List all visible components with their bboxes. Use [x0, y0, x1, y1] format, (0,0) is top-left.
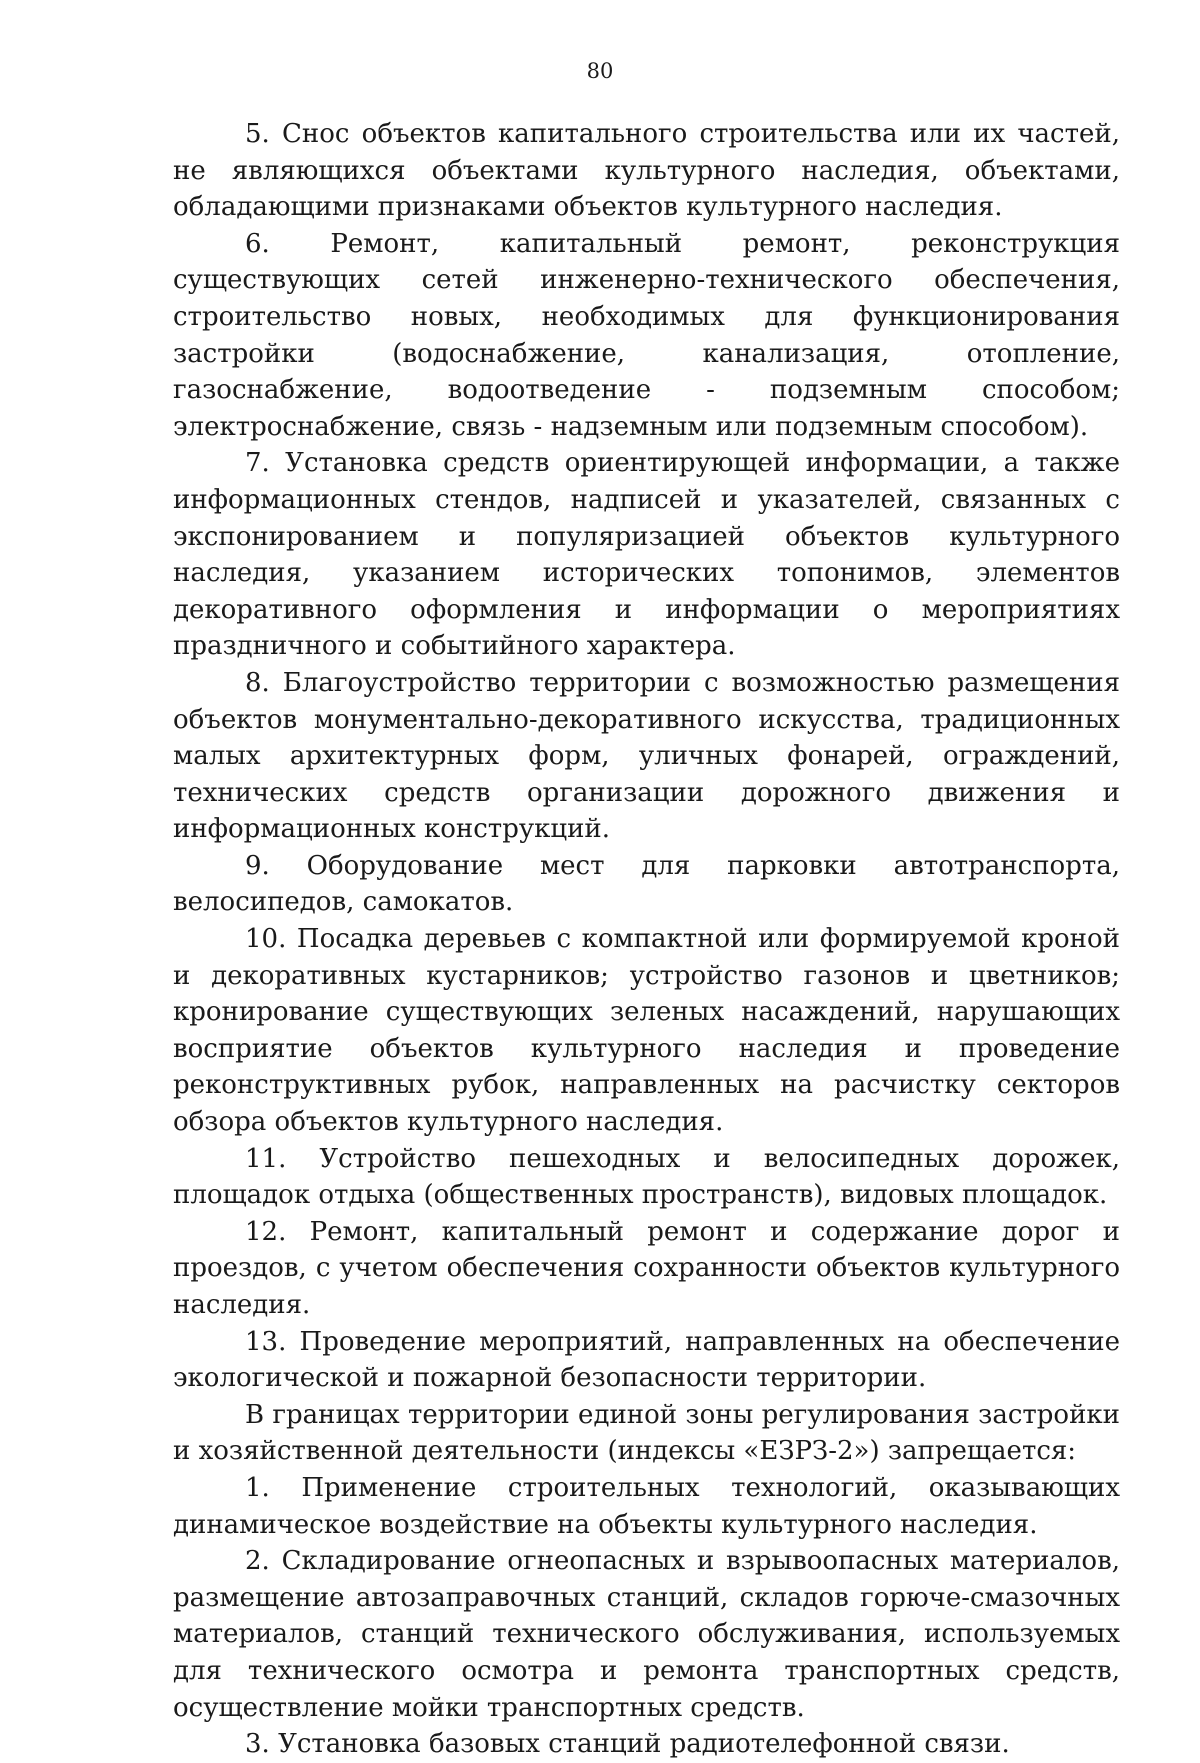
prohibition-item-3: 3. Установка базовых станций радиотелефонной связи.: [245, 1729, 1010, 1760]
prohibitions-intro: В границах территории единой зоны регулирования застройки и хозяйственной деятельности (индексы «ЕЗРЗ-2») запрещается:: [173, 1399, 1120, 1467]
paragraph-item-9: 9. Оборудование мест для парковки автотранспорта, велосипедов, самокатов.: [173, 850, 1120, 918]
paragraph-item-13: 13. Проведение мероприятий, направленных на обеспечение экологической и пожарной безопасности территории.: [173, 1326, 1120, 1394]
page-number: 80: [586, 59, 614, 83]
prohibition-item-2: 2. Складирование огнеопасных и взрывоопасных материалов, размещение автозаправочных станций, складов горюче-смазочных материалов, станций технического обслуживания, используемых для технического осмотра и ремонта транспортных средств, осуществление мойки транспортных средств.: [173, 1546, 1120, 1723]
paragraph-item-7: 7. Установка средств ориентирующей информации, а также информационных стендов, надписей и указателей, связанных с экспонированием и популяризацией объектов культурного наследия, указанием исторических топонимов, элементов декоративного оформления и информации о мероприятиях праздничного и событийного характера.: [173, 448, 1120, 662]
document-body: [173, 116, 1120, 1763]
paragraph-item-8: 8. Благоустройство территории с возможностью размещения объектов монументально-декоративного искусства, традиционных малых архитектурных форм, уличных фонарей, ограждений, технических средств организации дорожного движения и информационных конструкций.: [173, 667, 1120, 845]
prohibition-item-1: 1. Применение строительных технологий, оказывающих динамическое воздействие на объекты культурного наследия.: [173, 1472, 1120, 1540]
paragraph-item-6: 6. Ремонт, капитальный ремонт, реконструкция существующих сетей инженерно-технического обеспечения, строительство новых, необходимых для функционирования застройки (водоснабжение, канализация, отопление, газоснабжение, водоотведение - подземным способом; электроснабжение, связь - надземным или подземным способом).: [173, 228, 1120, 442]
paragraph-item-12: 12. Ремонт, капитальный ремонт и содержание дорог и проездов, с учетом обеспечения сохранности объектов культурного наследия.: [173, 1216, 1120, 1320]
paragraph-item-10: 10. Посадка деревьев с компактной или формируемой кроной и декоративных кустарников; устройство газонов и цветников; кронирование существующих зеленых насаждений, нарушающих восприятие объектов культурного наследия и проведение реконструктивных рубок, направленных на расчистку секторов обзора объектов культурного наследия.: [173, 924, 1120, 1138]
paragraph-item-11: 11. Устройство пешеходных и велосипедных дорожек, площадок отдыха (общественных пространств), видовых площадок.: [173, 1143, 1120, 1211]
paragraph-item-5: 5. Снос объектов капитального строительства или их частей, не являющихся объектами культурного наследия, объектами, обладающими признаками объектов культурного наследия.: [173, 119, 1120, 223]
